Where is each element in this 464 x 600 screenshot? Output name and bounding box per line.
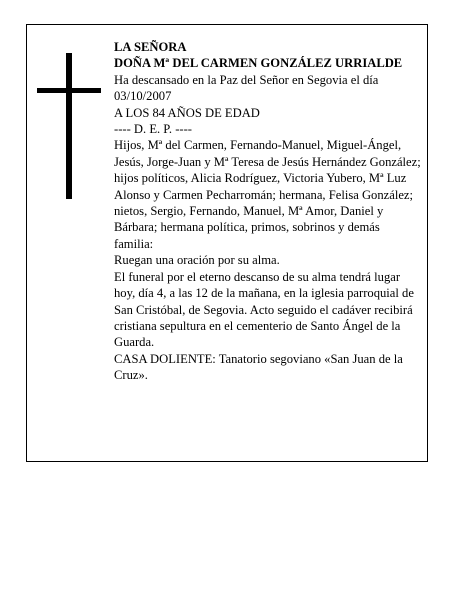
obituary-notice xyxy=(26,24,428,462)
latin-cross-icon xyxy=(37,53,101,199)
casa-doliente: CASA DOLIENTE: Tanatorio segoviano «San Juan de la Cruz». xyxy=(114,351,403,383)
notice-title-line: LA SEÑORA xyxy=(114,40,187,54)
deceased-name: DOÑA Mª DEL CARMEN GONZÁLEZ URRIALDE xyxy=(114,56,403,71)
family-list: Hijos, Mª del Carmen, Fernando-Manuel, Miguel-Ángel, Jesús, Jorge-Juan y Mª Teresa de Jesús Hernández González; hijos políticos, Alicia Rodríguez, Victoria Yubero, Mª Luz Alonso y Carmen Pecharromán; hermana, Felisa González; nietos, Sergio, Fernando, Manuel, Mª Amor, Daniel y Bárbara; hermana política, primos, sobrinos y demás familia: xyxy=(114,138,421,251)
death-statement: Ha descansado en la Paz del Señor en Segovia el día 03/10/2007 xyxy=(114,72,379,104)
cross-vertical-bar xyxy=(66,53,72,199)
age-line: A LOS 84 AÑOS DE EDAD xyxy=(114,105,260,120)
funeral-details: El funeral por el eterno descanso de su alma tendrá lugar hoy, día 4, a las 12 de la mañana, en la iglesia parroquial de San Cristóbal, de Segovia. Acto seguido el cadáver recibirá cristiana sepultura en el cementerio de Santo Ángel de la Guarda. xyxy=(114,269,414,350)
notice-text xyxy=(114,39,422,384)
prayer-request: Ruegan una oración por su alma. xyxy=(114,253,280,268)
rip-line: ---- D. E. P. ---- xyxy=(114,122,192,137)
cross-horizontal-bar xyxy=(37,88,101,93)
